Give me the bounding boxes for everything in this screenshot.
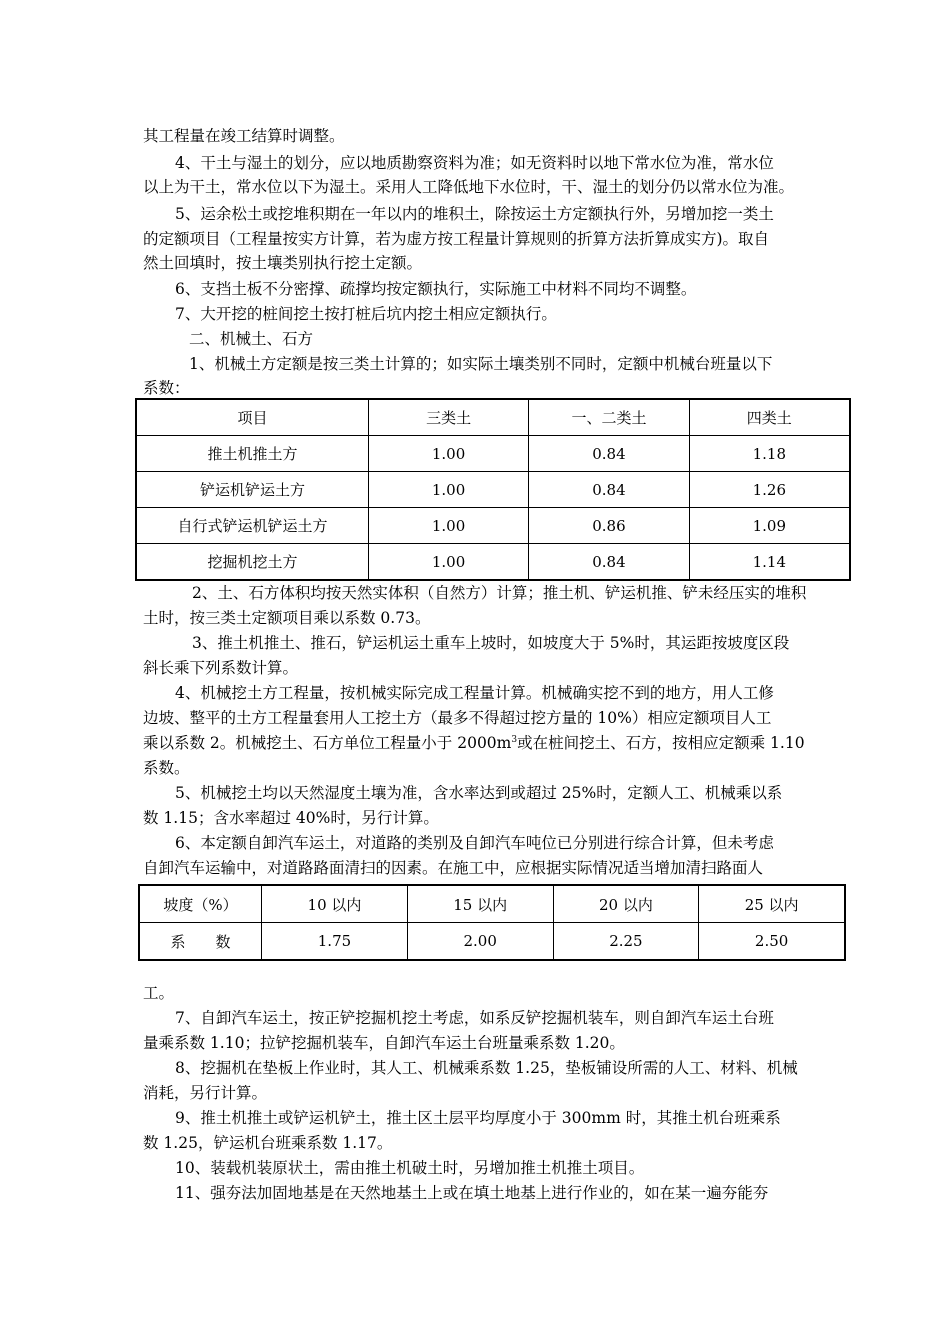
table-row bbox=[136, 508, 850, 544]
paragraph-line: 5、机械挖土均以天然湿度土壤为准，含水率达到或超过 25%时，定额人工、机械乘以系 bbox=[175, 784, 783, 802]
table-header-cell: 15 以内 bbox=[407, 885, 553, 923]
paragraph-line: 量乘系数 1.10；拉铲挖掘机装车，自卸汽车运土台班量乘系数 1.20。 bbox=[143, 1034, 625, 1052]
text-fragment: 或在桩间挖土、石方，按相应定额乘 1.10 bbox=[517, 734, 805, 752]
text-fragment: 乘以系数 2。机械挖土、石方单位工程量小于 2000m bbox=[143, 734, 512, 752]
paragraph-line: 斜长乘下列系数计算。 bbox=[143, 659, 299, 677]
table-header-cell: 10 以内 bbox=[262, 885, 408, 923]
table-cell: 2.25 bbox=[553, 923, 699, 961]
table-header-cell: 四类土 bbox=[689, 399, 850, 436]
paragraph-line: 7、大开挖的桩间挖土按打桩后坑内挖土相应定额执行。 bbox=[175, 305, 557, 323]
paragraph-line: 工。 bbox=[143, 984, 175, 1002]
table-header-row bbox=[139, 885, 845, 923]
table-header-cell: 25 以内 bbox=[699, 885, 845, 923]
table-cell: 1.14 bbox=[689, 544, 850, 581]
superscript: 3 bbox=[511, 735, 518, 745]
table-cell: 1.00 bbox=[368, 544, 528, 581]
table-cell: 0.84 bbox=[529, 472, 689, 508]
table-cell: 铲运机铲运土方 bbox=[136, 472, 368, 508]
table-cell: 1.26 bbox=[689, 472, 850, 508]
paragraph-line: 6、本定额自卸汽车运土，对道路的类别及自卸汽车吨位已分别进行综合计算，但未考虑 bbox=[175, 834, 774, 852]
paragraph-line: 消耗，另行计算。 bbox=[143, 1084, 268, 1102]
table-row bbox=[136, 544, 850, 581]
paragraph-line: 土时，按三类土定额项目乘以系数 0.73。 bbox=[143, 609, 431, 627]
table-cell: 0.84 bbox=[529, 436, 689, 472]
table-cell: 1.00 bbox=[368, 508, 528, 544]
paragraph-line: 7、自卸汽车运土，按正铲挖掘机挖土考虑，如系反铲挖掘机装车，则自卸汽车运土台班 bbox=[175, 1009, 774, 1027]
table-header-cell: 项目 bbox=[136, 399, 368, 436]
paragraph-line: 5、运余松土或挖堆积期在一年以内的堆积土，除按运土方定额执行外，另增加挖一类土 bbox=[175, 205, 774, 223]
table-cell: 自行式铲运机铲运土方 bbox=[136, 508, 368, 544]
paragraph-line: 11、强夯法加固地基是在天然地基土上或在填土地基上进行作业的，如在某一遍夯能夯 bbox=[175, 1184, 769, 1202]
paragraph-line: 2、土、石方体积均按天然实体积（自然方）计算；推土机、铲运机推、铲未经压实的堆积 bbox=[192, 584, 807, 602]
paragraph-line: 系数。 bbox=[143, 759, 190, 777]
table-cell: 系 数 bbox=[139, 923, 262, 961]
table-header-cell: 三类土 bbox=[368, 399, 528, 436]
slope-coefficient-table bbox=[138, 884, 846, 961]
paragraph-line: 其工程量在竣工结算时调整。 bbox=[143, 127, 345, 145]
section-heading: 二、机械土、石方 bbox=[189, 330, 314, 348]
paragraph-line: 自卸汽车运输中，对道路路面清扫的因素。在施工中，应根据实际情况适当增加清扫路面人 bbox=[143, 859, 764, 877]
paragraph-line bbox=[143, 733, 805, 753]
paragraph-line: 的定额项目（工程量按实方计算，若为虚方按工程量计算规则的折算方法折算成实方)。取自 bbox=[143, 230, 770, 248]
paragraph-line: 然土回填时，按土壤类别执行挖土定额。 bbox=[143, 254, 423, 272]
paragraph-line: 系数： bbox=[143, 379, 190, 397]
table-cell: 推土机推土方 bbox=[136, 436, 368, 472]
paragraph-line: 数 1.25，铲运机台班乘系数 1.17。 bbox=[143, 1134, 393, 1152]
paragraph-line: 8、挖掘机在垫板上作业时，其人工、机械乘系数 1.25，垫板铺设所需的人工、材料、机械 bbox=[175, 1059, 798, 1077]
paragraph-line: 3、推土机推土、推石，铲运机运土重车上坡时，如坡度大于 5%时，其运距按坡度区段 bbox=[192, 634, 790, 652]
table-header-cell: 坡度（%） bbox=[139, 885, 262, 923]
table-cell: 1.75 bbox=[262, 923, 408, 961]
paragraph-line: 数 1.15；含水率超过 40%时，另行计算。 bbox=[143, 809, 439, 827]
table-header-cell: 20 以内 bbox=[553, 885, 699, 923]
table-cell: 1.00 bbox=[368, 472, 528, 508]
paragraph-line: 6、支挡土板不分密撑、疏撑均按定额执行，实际施工中材料不同均不调整。 bbox=[175, 280, 697, 298]
paragraph-line: 以上为干土，常水位以下为湿土。采用人工降低地下水位时，干、湿土的划分仍以常水位为准。 bbox=[143, 178, 795, 196]
paragraph-line: 9、推土机推土或铲运机铲土，推土区土层平均厚度小于 300mm 时，其推土机台班乘系 bbox=[175, 1109, 781, 1127]
paragraph-line: 边坡、整平的土方工程量套用人工挖土方（最多不得超过挖方量的 10%）相应定额项目人工 bbox=[143, 709, 772, 727]
table-header-row bbox=[136, 399, 850, 436]
table-cell: 1.00 bbox=[368, 436, 528, 472]
table-row bbox=[136, 472, 850, 508]
table-cell: 1.18 bbox=[689, 436, 850, 472]
soil-coefficient-table bbox=[135, 398, 851, 581]
paragraph-line: 1、机械土方定额是按三类土计算的；如实际土壤类别不同时，定额中机械台班量以下 bbox=[189, 355, 773, 373]
table-cell: 2.00 bbox=[407, 923, 553, 961]
table-cell: 2.50 bbox=[699, 923, 845, 961]
table-cell: 挖掘机挖土方 bbox=[136, 544, 368, 581]
paragraph-line: 4、机械挖土方工程量，按机械实际完成工程量计算。机械确实挖不到的地方，用人工修 bbox=[175, 684, 774, 702]
paragraph-line: 4、干土与湿土的划分，应以地质勘察资料为准；如无资料时以地下常水位为准，常水位 bbox=[175, 154, 774, 172]
table-cell: 1.09 bbox=[689, 508, 850, 544]
table-header-cell: 一、二类土 bbox=[529, 399, 689, 436]
table-row bbox=[139, 923, 845, 961]
table-cell: 0.86 bbox=[529, 508, 689, 544]
table-row bbox=[136, 436, 850, 472]
table-cell: 0.84 bbox=[529, 544, 689, 581]
paragraph-line: 10、装载机装原状土，需由推土机破土时，另增加推土机推土项目。 bbox=[175, 1159, 645, 1177]
